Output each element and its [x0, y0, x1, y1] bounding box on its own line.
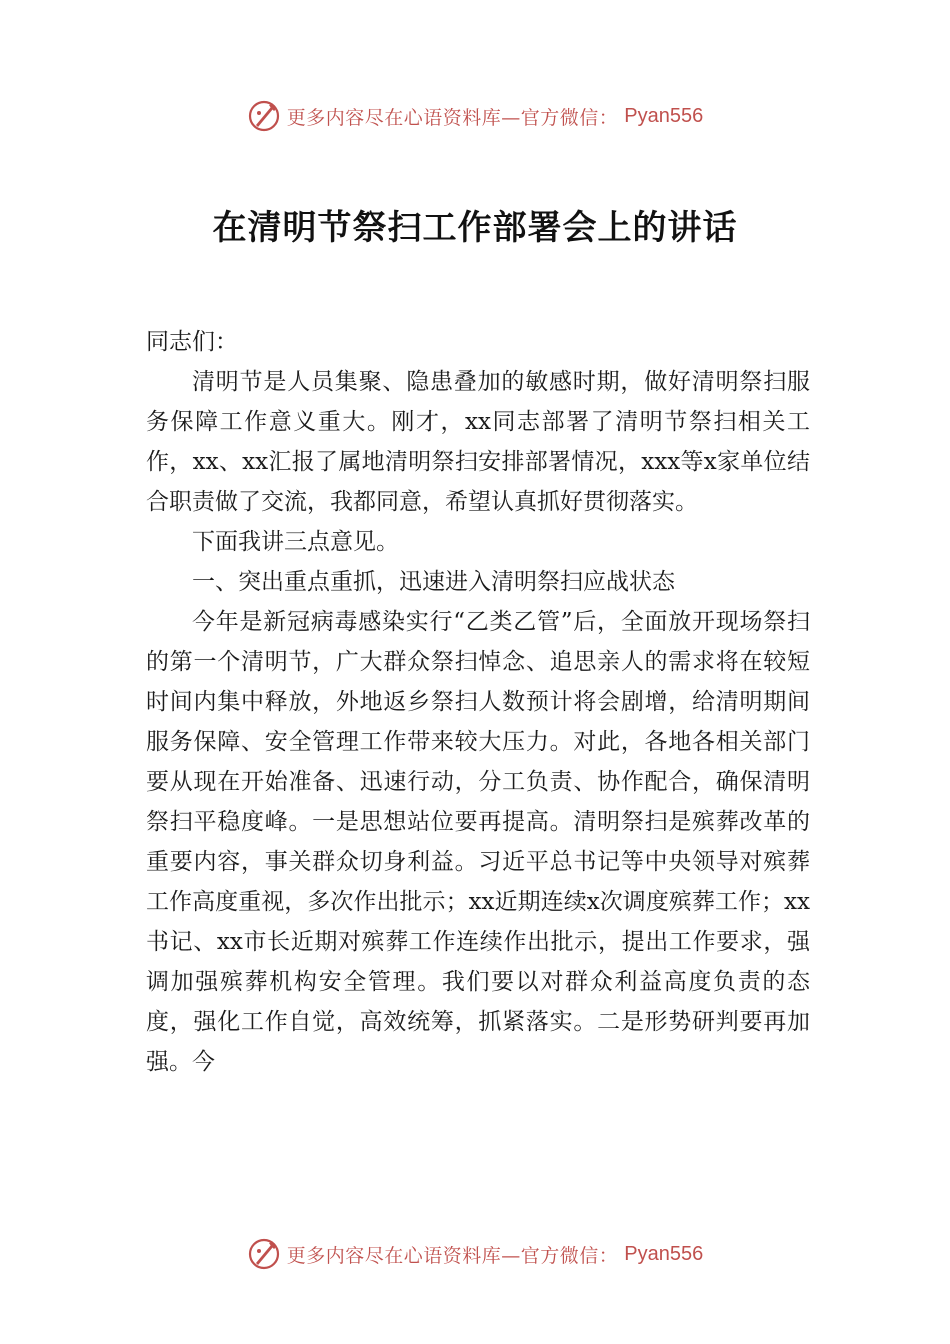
watermark-wechat-id: Pyan556	[624, 104, 704, 127]
section-heading-1: 一、突出重点重抓，迅速进入清明祭扫应战状态	[192, 569, 675, 595]
quill-pen-icon	[247, 1237, 281, 1271]
document-title: 在清明节祭扫工作部署会上的讲话	[212, 208, 738, 248]
watermark-footer	[0, 1234, 950, 1274]
salutation: 同志们：	[146, 329, 238, 355]
paragraph-section-1: 今年是新冠病毒感染实行“乙类乙管”后，全面放开现场祭扫的第一个清明节，广大群众祭扫悼念、追思亲人的需求将在较短时间内集中释放，外地返乡祭扫人数预计将会剧增，给清明期间服务保障、安全管理工作带来较大压力。对此，各地各相关部门要从现在开始准备、迅速行动，分工负责、协作配合，确保清明祭扫平稳度峰。一是思想站位要再提高。清明祭扫是殡葬改革的重要内容，事关群众切身利益。习近平总书记等中央领导对殡葬工作高度重视，多次作出批示；xx近期连续x次调度殡葬工作；xx书记、xx市长近期对殡葬工作连续作出批示，提出工作要求，强调加强殡葬机构安全管理。我们要以对群众利益高度负责的态度，强化工作自觉，高效统筹，抓紧落实。二是形势研判要再加强。今	[146, 609, 810, 1075]
watermark-header	[0, 96, 950, 136]
document-body	[146, 322, 810, 1082]
paragraph-intro: 清明节是人员集聚、隐患叠加的敏感时期，做好清明祭扫服务保障工作意义重大。刚才，xx同志部署了清明节祭扫相关工作，xx、xx汇报了属地清明祭扫安排部署情况，xxx等x家单位结合职责做了交流，我都同意，希望认真抓好贯彻落实。	[146, 369, 810, 515]
watermark-text: 更多内容尽在心语资料库—官方微信：	[286, 1244, 619, 1267]
watermark-wechat-id: Pyan556	[624, 1242, 704, 1265]
watermark-text: 更多内容尽在心语资料库—官方微信：	[286, 106, 619, 129]
paragraph-transition: 下面我讲三点意见。	[192, 529, 399, 555]
quill-pen-icon	[247, 99, 281, 133]
